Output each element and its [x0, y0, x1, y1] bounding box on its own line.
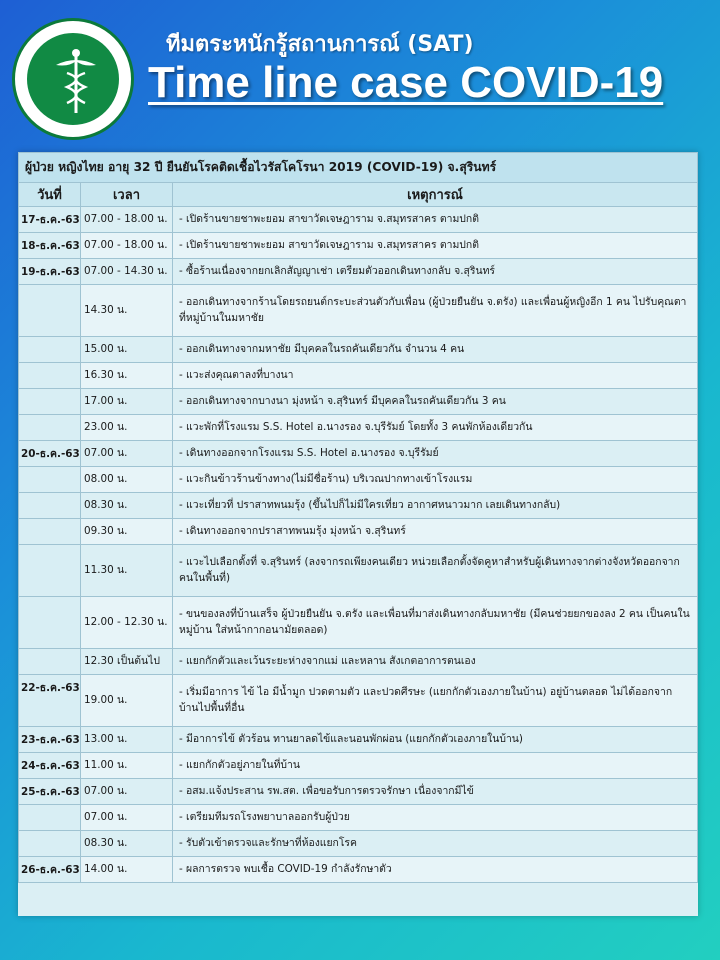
row-date [19, 285, 81, 337]
table-row [19, 337, 698, 363]
table-row [19, 493, 698, 519]
row-event: - แยกกักตัวอยู่ภายในที่บ้าน [173, 753, 698, 779]
row-time: 11.30 น. [81, 545, 173, 597]
table-row [19, 363, 698, 389]
row-event: - ขนของลงที่บ้านเสร็จ ผู้ป่วยยืนยัน จ.ตรัง และเพื่อนที่มาส่งเดินทางกลับมหาชัย (มีคนช่วยยกของลง 2 คน เป็นคนในหมู่บ้าน ใส่หน้ากากอนามัยตลอด) [173, 597, 698, 649]
row-date: 17-ธ.ค.-63 [19, 207, 81, 233]
table-row [19, 545, 698, 597]
row-time: 12.00 - 12.30 น. [81, 597, 173, 649]
row-event: - เริ่มมีอาการ ไข้ ไอ มีน้ำมูก ปวดตามตัว และปวดศีรษะ (แยกกักตัวเองภายในบ้าน) อยู่บ้านตลอด ไม่ได้ออกจากบ้านไปพื้นที่อื่น [173, 675, 698, 727]
row-date: 25-ธ.ค.-63 [19, 779, 81, 805]
row-event: - เปิดร้านขายชาพะยอม สาขาวัดเจษฎาราม จ.สมุทรสาคร ตามปกติ [173, 233, 698, 259]
row-time: 14.00 น. [81, 857, 173, 883]
table-row [19, 207, 698, 233]
table-row [19, 675, 698, 727]
row-event: - มีอาการไข้ ตัวร้อน ทานยาลดไข้และนอนพักผ่อน (แยกกักตัวเองภายในบ้าน) [173, 727, 698, 753]
column-header-date: วันที่ [19, 183, 81, 207]
row-date [19, 545, 81, 597]
team-subtitle: ทีมตระหนักรู้สถานการณ์ (SAT) [166, 32, 474, 57]
row-event: - แวะไปเลือกตั้งที่ จ.สุรินทร์ (ลงจากรถเพียงคนเดียว หน่วยเลือกตั้งจัดคูหาสำหรับผู้เดินทางจากต่างจังหวัดออกจากคนในพื้นที่) [173, 545, 698, 597]
row-date [19, 831, 81, 857]
table-row [19, 519, 698, 545]
row-time: 07.00 น. [81, 779, 173, 805]
column-header-time: เวลา [81, 183, 173, 207]
table-row [19, 597, 698, 649]
table-row [19, 441, 698, 467]
table-row [19, 831, 698, 857]
timeline-table [18, 152, 698, 916]
row-date: 24-ธ.ค.-63 [19, 753, 81, 779]
row-event: - เดินทางออกจากโรงแรม S.S. Hotel อ.นางรอง จ.บุรีรัมย์ [173, 441, 698, 467]
row-event: - แวะเที่ยวที่ ปราสาทพนมรุ้ง (ขึ้นไปก็ไม่มีใครเที่ยว อากาศหนาวมาก เลยเดินทางกลับ) [173, 493, 698, 519]
row-event: - แวะพักที่โรงแรม S.S. Hotel อ.นางรอง จ.บุรีรัมย์ โดยทั้ง 3 คนพักห้องเดียวกัน [173, 415, 698, 441]
table-row [19, 727, 698, 753]
ministry-logo [12, 18, 134, 140]
row-date [19, 805, 81, 831]
row-date [19, 597, 81, 649]
row-date [19, 519, 81, 545]
row-date [19, 337, 81, 363]
row-date [19, 363, 81, 389]
row-time: 17.00 น. [81, 389, 173, 415]
table-row [19, 259, 698, 285]
row-event: - แวะกินข้าวร้านข้างทาง(ไม่มีชื่อร้าน) บริเวณปากทางเข้าโรงแรม [173, 467, 698, 493]
row-event: - ออกเดินทางจากมหาชัย มีบุคคลในรถคันเดียวกัน จำนวน 4 คน [173, 337, 698, 363]
row-time: 15.00 น. [81, 337, 173, 363]
row-time: 07.00 น. [81, 805, 173, 831]
row-time: 16.30 น. [81, 363, 173, 389]
row-date [19, 389, 81, 415]
row-time: 08.00 น. [81, 467, 173, 493]
row-time: 08.30 น. [81, 831, 173, 857]
row-date: 26-ธ.ค.-63 [19, 857, 81, 883]
row-date: 22-ธ.ค.-63 [19, 675, 81, 727]
caduceus-icon [15, 21, 137, 143]
row-date: 18-ธ.ค.-63 [19, 233, 81, 259]
row-event: - แยกกักตัวและเว้นระยะห่างจากแม่ และหลาน สังเกตอาการตนเอง [173, 649, 698, 675]
row-event: - ผลการตรวจ พบเชื้อ COVID-19 กำลังรักษาตัว [173, 857, 698, 883]
row-event: - แวะส่งคุณตาลงที่บางนา [173, 363, 698, 389]
table-row [19, 415, 698, 441]
row-event: - อสม.แจ้งประสาน รพ.สต. เพื่อขอรับการตรวจรักษา เนื่องจากมีไข้ [173, 779, 698, 805]
table-row [19, 467, 698, 493]
row-event: - เตรียมทีมรถโรงพยาบาลออกรับผู้ป่วย [173, 805, 698, 831]
row-time: 07.00 - 18.00 น. [81, 233, 173, 259]
table-row [19, 779, 698, 805]
row-event: - รับตัวเข้าตรวจและรักษาที่ห้องแยกโรค [173, 831, 698, 857]
row-time: 23.00 น. [81, 415, 173, 441]
page-title: Time line case COVID-19 [148, 58, 664, 107]
column-header-event: เหตุการณ์ [173, 183, 698, 207]
row-event: - ออกเดินทางจากบางนา มุ่งหน้า จ.สุรินทร์ มีบุคคลในรถคันเดียวกัน 3 คน [173, 389, 698, 415]
column-header-row [19, 183, 698, 207]
row-date: 20-ธ.ค.-63 [19, 441, 81, 467]
row-event: - เปิดร้านขายชาพะยอม สาขาวัดเจษฎาราม จ.สมุทรสาคร ตามปกติ [173, 207, 698, 233]
table-row [19, 753, 698, 779]
row-date: 23-ธ.ค.-63 [19, 727, 81, 753]
table-row [19, 233, 698, 259]
row-time: 19.00 น. [81, 675, 173, 727]
row-date [19, 649, 81, 675]
row-time: 13.00 น. [81, 727, 173, 753]
table-row [19, 285, 698, 337]
row-time: 14.30 น. [81, 285, 173, 337]
table-row [19, 649, 698, 675]
table-row [19, 857, 698, 883]
patient-summary-row [19, 153, 698, 183]
table-row [19, 805, 698, 831]
row-time: 11.00 น. [81, 753, 173, 779]
header [0, 0, 720, 148]
row-event: - เดินทางออกจากปราสาทพนมรุ้ง มุ่งหน้า จ.สุรินทร์ [173, 519, 698, 545]
table-row [19, 389, 698, 415]
row-date [19, 467, 81, 493]
row-time: 07.00 น. [81, 441, 173, 467]
row-time: 08.30 น. [81, 493, 173, 519]
row-time: 12.30 เป็นต้นไป [81, 649, 173, 675]
row-event: - ออกเดินทางจากร้านโดยรถยนต์กระบะส่วนตัวกับเพื่อน (ผู้ป่วยยืนยัน จ.ตรัง) และเพื่อนผู้หญิงอีก 1 คน ไปรับคุณตาที่หมู่บ้านในมหาชัย [173, 285, 698, 337]
row-date [19, 493, 81, 519]
row-time: 07.00 - 14.30 น. [81, 259, 173, 285]
row-date: 19-ธ.ค.-63 [19, 259, 81, 285]
row-event: - ซื้อร้านเนื่องจากยกเลิกสัญญาเช่า เตรียมตัวออกเดินทางกลับ จ.สุรินทร์ [173, 259, 698, 285]
row-time: 07.00 - 18.00 น. [81, 207, 173, 233]
row-time: 09.30 น. [81, 519, 173, 545]
patient-summary: ผู้ป่วย หญิงไทย อายุ 32 ปี ยืนยันโรคติดเชื้อไวรัสโคโรนา 2019 (COVID-19) จ.สุรินทร์ [19, 153, 698, 183]
row-date [19, 415, 81, 441]
